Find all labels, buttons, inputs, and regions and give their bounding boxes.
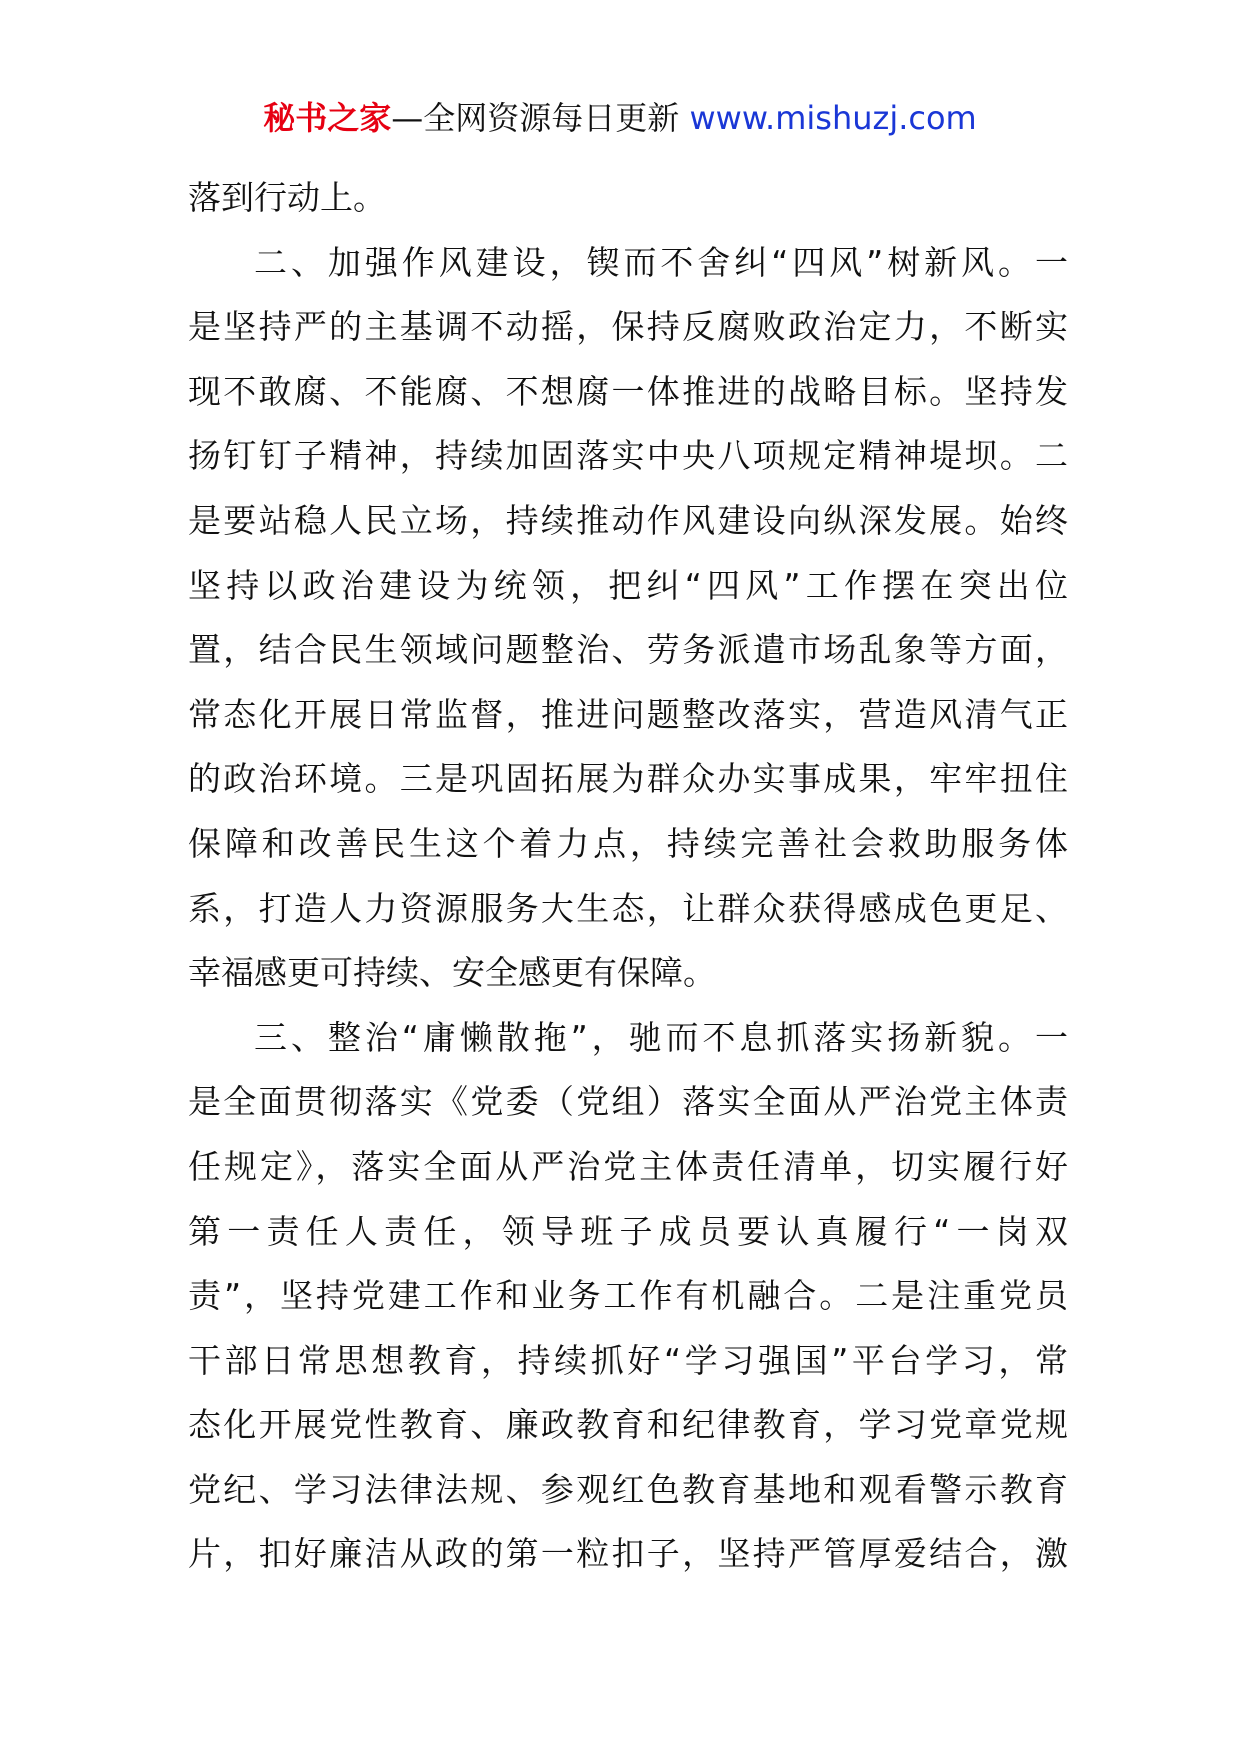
section-heading-line: 三、整治“庸懒散拖”，驰而不息抓落实扬新貌。一 xyxy=(254,1017,1068,1057)
section-heading-line: 二、加强作风建设，锲而不舍纠“四风”树新风。一 xyxy=(254,242,1068,282)
header-tagline: —全网资源每日更新 xyxy=(391,99,680,137)
text-line: 第一责任人责任，领导班子成员要认真履行“一岗双 xyxy=(188,1211,1068,1251)
text-line: 现不敢腐、不能腐、不想腐一体推进的战略目标。坚持发 xyxy=(188,371,1068,411)
text-line: 片，扣好廉洁从政的第一粒扣子，坚持严管厚爱结合，激 xyxy=(188,1534,1068,1574)
text-line: 置，结合民生领域问题整治、劳务派遣市场乱象等方面， xyxy=(188,630,1068,670)
document-body xyxy=(188,166,1068,1587)
text-line: 保障和改善民生这个着力点，持续完善社会救助服务体 xyxy=(188,823,1068,863)
text-line: 坚持以政治建设为统领，把纠“四风”工作摆在突出位 xyxy=(188,565,1068,605)
text-line: 系，打造人力资源服务大生态，让群众获得感成色更足、 xyxy=(188,888,1068,928)
text-line: 干部日常思想教育，持续抓好“学习强国”平台学习，常 xyxy=(188,1340,1068,1380)
text-line: 是要站稳人民立场，持续推动作风建设向纵深发展。始终 xyxy=(188,500,1068,540)
text-line: 常态化开展日常监督，推进问题整改落实，营造风清气正 xyxy=(188,694,1068,734)
website-link[interactable]: www.mishuzj.com xyxy=(689,99,977,137)
text-line: 是坚持严的主基调不动摇，保持反腐败政治定力，不断实 xyxy=(188,307,1068,347)
page-header xyxy=(0,96,1240,140)
text-line: 态化开展党性教育、廉政教育和纪律教育，学习党章党规 xyxy=(188,1405,1068,1445)
text-line: 落到行动上。 xyxy=(188,178,386,217)
text-line: 是全面贯彻落实《党委（党组）落实全面从严治党主体责 xyxy=(188,1082,1068,1122)
text-line: 扬钉钉子精神，持续加固落实中央八项规定精神堤坝。二 xyxy=(188,436,1068,476)
text-line: 任规定》，落实全面从严治党主体责任清单，切实履行好 xyxy=(188,1146,1068,1186)
text-line: 责”，坚持党建工作和业务工作有机融合。二是注重党员 xyxy=(188,1276,1068,1316)
text-line: 党纪、学习法律法规、参观红色教育基地和观看警示教育 xyxy=(188,1469,1068,1509)
brand-name: 秘书之家 xyxy=(263,99,392,137)
text-line: 的政治环境。三是巩固拓展为群众办实事成果，牢牢扭住 xyxy=(188,759,1068,799)
text-line: 幸福感更可持续、安全感更有保障。 xyxy=(188,953,716,993)
